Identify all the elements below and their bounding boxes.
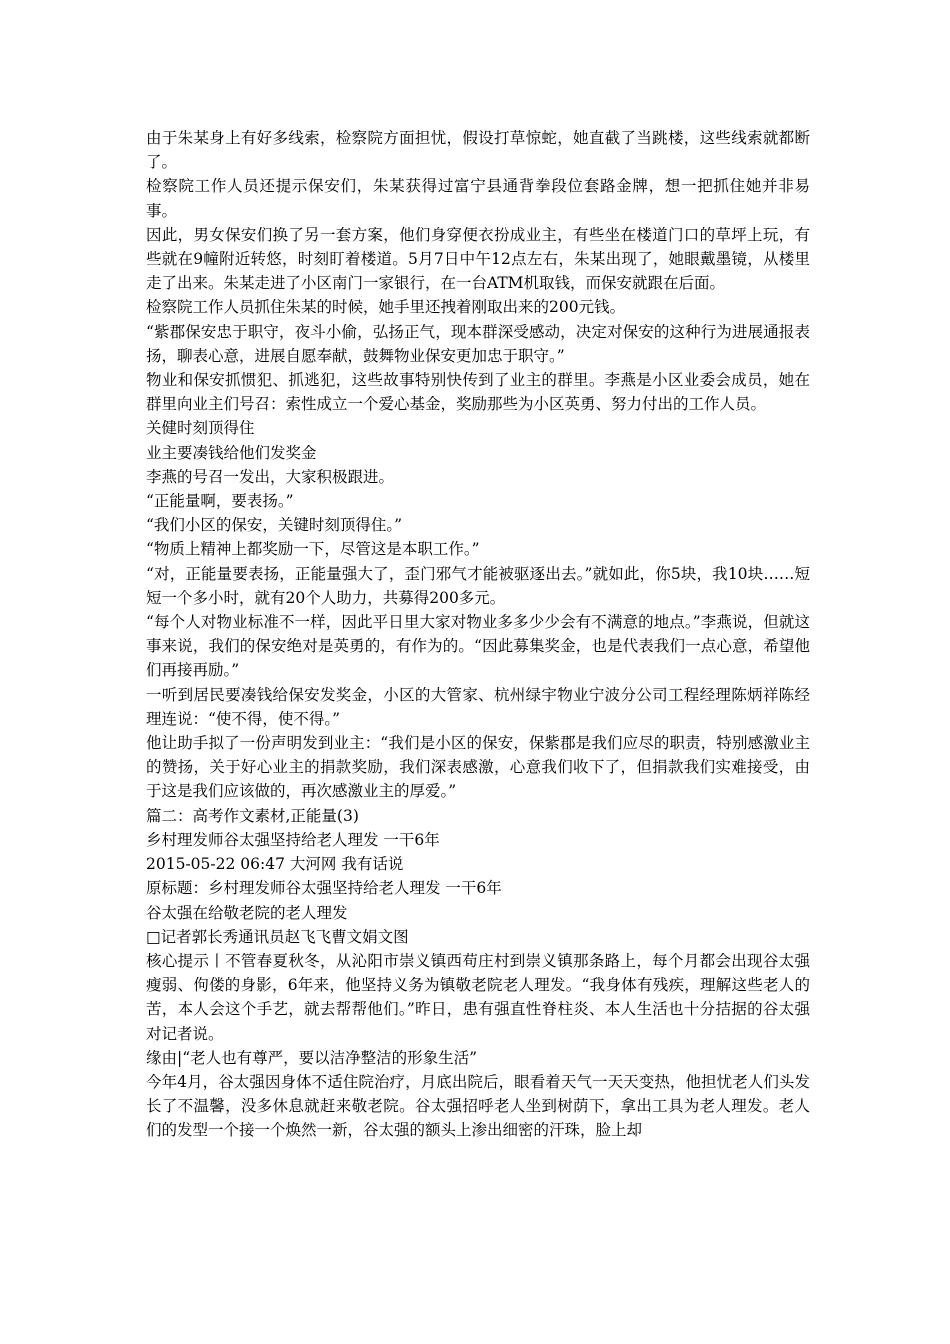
paragraph: “我们小区的保安，关键时刻顶得住。” [146,516,403,535]
article-title: 乡村理发师谷太强坚持给老人理发 一干6年 [146,830,440,849]
section-subheading: 业主要凑钱给他们发奖金 [146,443,317,462]
original-title: 原标题：乡村理发师谷太强坚持给老人理发 一干6年 [146,879,502,898]
byline: □记者郭长秀通讯员赵飞飞曹文娟文图 [146,927,409,946]
paragraph: “正能量啊，要表扬。” [146,492,294,511]
paragraph: “紫郡保安忠于职守，夜斗小偷，弘扬正气，现本群深受感动，决定对保安的这种行为进展通报表扬，聊表心意，进展自愿奉献，鼓舞物业保安更加忠于职守。” [146,322,810,365]
article-dateline: 2015-05-22 06:47 大河网 我有话说 [146,855,404,874]
paragraph: 核心提示丨不管春夏秋冬，从沁阳市崇义镇西苟庄村到崇义镇那条路上，每个月都会出现谷太强瘦弱、佝偻的身影，6年来，他坚持义务为镇敬老院老人理发。“我身体有残疾，理解这些老人的苦，本人会这个手艺，就去帮帮他们。”昨日，患有强直性脊柱炎、本人生活也十分拮据的谷太强对记者说。 [146,951,810,1043]
paragraph: “对，正能量要表扬，正能量强大了，歪门邪气才能被驱逐出去。”就如此，你5块，我10块……短短一个多小时，就有20个人助力，共募得200多元。 [146,564,810,607]
section-heading: 缘由|“老人也有尊严，要以洁净整洁的形象生活” [146,1048,478,1067]
paragraph: 物业和保安抓惯犯、抓逃犯，这些故事特别快传到了业主的群里。李燕是小区业委会成员，她在群里向业主们号召：索性成立一个爱心基金，奖励那些为小区英勇、努力付出的工作人员。 [146,371,810,414]
document-page [146,126,810,1143]
paragraph: 今年4月，谷太强因身体不适住院治疗，月底出院后，眼看着天气一天天变热，他担忧老人们头发长了不温馨，没多休息就赶来敬老院。谷太强招呼老人坐到树荫下，拿出工具为老人理发。老人们的发型一个接一个焕然一新，谷太强的额头上渗出细密的汗珠，脸上却 [146,1072,810,1140]
paragraph: 一听到居民要凑钱给保安发奖金，小区的大管家、杭州绿宇物业宁波分公司工程经理陈炳祥陈经理连说：“使不得，使不得。” [146,685,810,728]
paragraph: 检察院工作人员还提示保安们，朱某获得过富宁县通背拳段位套路金牌，想一把抓住她并非易事。 [146,177,810,220]
section-heading: 关健时刻顶得住 [146,419,255,438]
paragraph: 由于朱某身上有好多线索，检察院方面担忧，假设打草惊蛇，她直截了当跳楼，这些线索就都断了。 [146,129,810,172]
paragraph: 他让助手拟了一份声明发到业主：“我们是小区的保安，保紫郡是我们应尽的职责，特别感激业主的赞扬，关于好心业主的捐款奖励，我们深表感激，心意我们收下了，但捐款我们实难接受，由于这是我们应该做的，再次感激业主的厚爱。” [146,734,810,801]
paragraph: 检察院工作人员抓住朱某的时候，她手里还拽着刚取出来的200元钱。 [146,298,626,317]
paragraph: 因此，男女保安们换了另一套方案，他们身穿便衣扮成业主，有些坐在楼道门口的草坪上玩，有些就在9幢附近转悠，时刻盯着楼道。5月7日中午12点左右，朱某出现了，她眼戴墨镜，从楼里走了出来。朱某走进了小区南门一家银行，在一台ATM机取钱，而保安就跟在后面。 [146,225,810,293]
paragraph: “物质上精神上都奖励一下，尽管这是本职工作。” [146,540,480,559]
part-heading: 篇二：高考作文素材,正能量(3) [146,806,359,825]
paragraph: “每个人对物业标准不一样，因此平日里大家对物业多多少少会有不满意的地点。”李燕说，但就这事来说，我们的保安绝对是英勇的，有作为的。“因此募集奖金，也是代表我们一点心意，希望他们再接再励。” [146,613,810,680]
paragraph: 李燕的号召一发出，大家积极跟进。 [146,467,395,486]
photo-caption: 谷太强在给敬老院的老人理发 [146,903,348,922]
